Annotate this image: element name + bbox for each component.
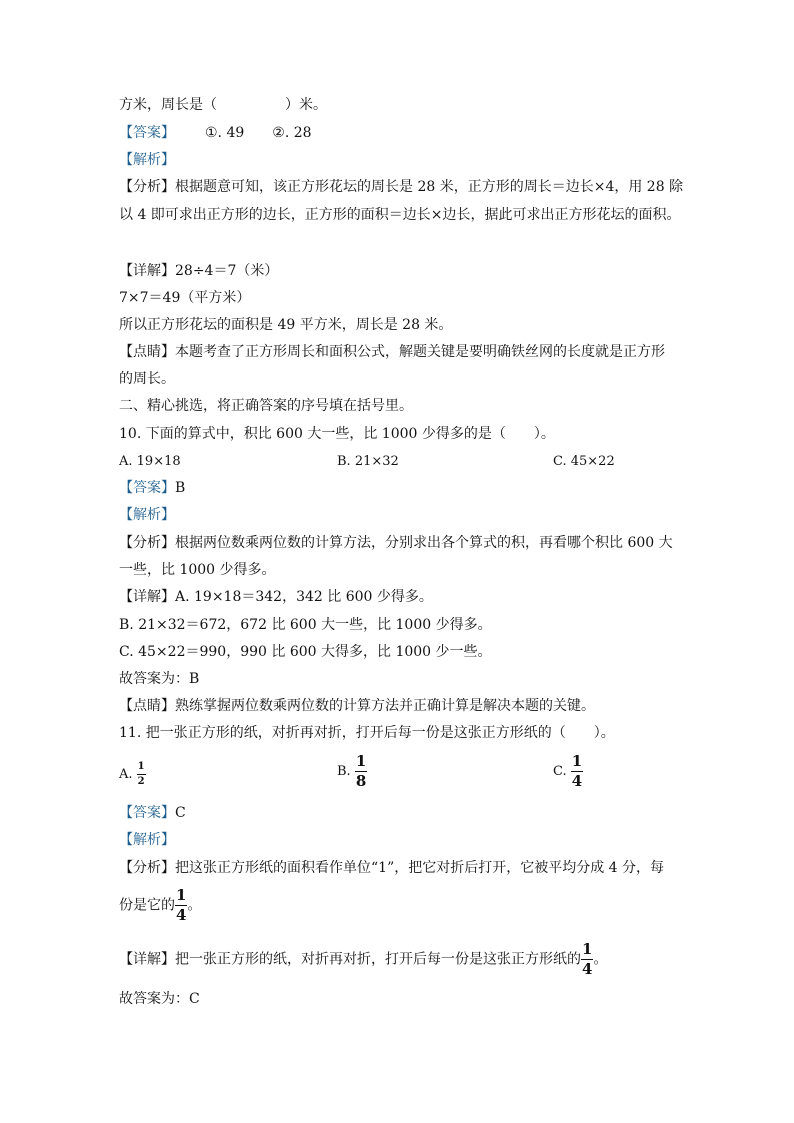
q11-xiangjie-end: 。 — [593, 951, 608, 968]
q10-dianjing-line — [119, 697, 595, 715]
q10-fenxi-line-1 — [119, 534, 673, 552]
q11-option-c — [553, 754, 583, 789]
q10-option-b: B. 21×32 — [337, 454, 399, 469]
q10-option-c: C. 45×22 — [553, 454, 615, 469]
q9-dianjing-text-2: 的周长。 — [119, 371, 175, 387]
dianjing-tag: 【点睛】 — [119, 344, 175, 360]
fraction-denominator: 4 — [571, 772, 583, 790]
q10-answer-line — [119, 479, 185, 497]
answer-tag: 【答案】 — [119, 480, 175, 496]
q10-xiangjie-line-2 — [119, 616, 492, 634]
q9-xiangjie-text-3: 所以正方形花坛的面积是 49 平方米，周长是 28 米。 — [119, 317, 453, 333]
fraction-denominator: 2 — [137, 776, 145, 787]
q9-fenxi-text-2: 以 4 即可求出正方形的边长，正方形的面积＝边长×边长，据此可求出正方形花坛的面积。 — [119, 207, 681, 223]
q10-option-a: A. 19×18 — [119, 454, 181, 469]
fraction-one-quarter — [175, 888, 187, 923]
q11-final-answer: 故答案为：C — [119, 991, 200, 1007]
q9-jiexi-line — [119, 151, 175, 169]
q9-tail-end: ）米。 — [285, 97, 327, 113]
q9-dianjing-text-1: 本题考查了正方形周长和面积公式，解题关键是要明确铁丝网的长度就是正方形 — [175, 344, 665, 360]
q9-xiangjie-text-2: 7×7＝49（平方米） — [119, 290, 251, 306]
jiexi-tag: 【解析】 — [119, 152, 175, 168]
q11-fenxi-text-1: 把这张正方形纸的面积看作单位“1”，把它对折后打开，它被平均分成 4 分，每 — [175, 860, 665, 876]
q10-jiexi-line — [119, 506, 175, 524]
q11-stem-line — [119, 724, 615, 742]
dianjing-tag: 【点睛】 — [119, 698, 175, 714]
jiexi-tag: 【解析】 — [119, 832, 175, 848]
q10-dianjing-text: 熟练掌握两位数乘两位数的计算方法并正确计算是解决本题的关键。 — [175, 698, 595, 714]
q9-dianjing-line-1 — [119, 343, 665, 361]
q9-fenxi-line-2 — [119, 206, 681, 224]
q11-xiangjie-text: 把一张正方形的纸，对折再对折，打开后每一份是这张正方形纸的 — [175, 951, 581, 968]
answer-tag: 【答案】 — [119, 805, 175, 821]
q10-answer: B — [175, 480, 186, 496]
xiangjie-tag: 【详解】 — [119, 589, 175, 605]
q11-option-c-label: C. — [553, 764, 567, 779]
q9-answer-line — [119, 124, 312, 142]
q11-option-a — [119, 762, 146, 787]
q11-answer-line — [119, 804, 186, 822]
q9-xiangjie-line-1 — [119, 262, 278, 280]
q11-xiangjie-line — [119, 942, 607, 977]
xiangjie-tag: 【详解】 — [119, 263, 175, 279]
q11-fenxi-end: 。 — [187, 897, 202, 914]
q11-option-b-label: B. — [337, 764, 351, 779]
q10-fenxi-line-2 — [119, 561, 276, 579]
section-heading — [119, 397, 413, 415]
q10-stem: 10. 下面的算式中，积比 600 大一些，比 1000 少得多的是（ ）。 — [119, 426, 555, 442]
fraction-bar — [137, 774, 146, 775]
q9-tail-line — [119, 96, 327, 114]
q10-xiangjie-line-3 — [119, 643, 492, 661]
q9-fenxi-text-1: 根据题意可知，该正方形花坛的周长是 28 米，正方形的周长＝边长×4，用 28 除 — [175, 179, 684, 195]
fraction-numerator: 1 — [176, 886, 187, 904]
xiangjie-tag: 【详解】 — [119, 951, 175, 968]
fraction-one-eighth — [355, 754, 367, 789]
fraction-numerator: 1 — [137, 761, 145, 772]
fraction-one-half — [137, 762, 146, 787]
q10-guda-line — [119, 670, 199, 688]
q11-stem: 11. 把一张正方形的纸，对折再对折，打开后每一份是这张正方形纸的（ ）。 — [119, 725, 615, 741]
q11-guda-line — [119, 990, 200, 1008]
q10-xiangjie-line-1 — [119, 588, 433, 606]
fraction-numerator: 1 — [582, 940, 593, 958]
fraction-one-quarter — [571, 754, 583, 789]
q9-answer-2: ②. 28 — [272, 125, 312, 141]
q11-fenxi-line-2 — [119, 888, 201, 923]
q11-fenxi-text-2: 份是它的 — [119, 897, 175, 914]
q9-fenxi-line-1 — [119, 178, 683, 196]
q10-xiangjie-text-3: C. 45×22＝990，990 比 600 大得多，比 1000 少一些。 — [119, 644, 492, 660]
q9-answer-1: ①. 49 — [205, 125, 245, 141]
q10-stem-line — [119, 425, 555, 443]
answer-tag: 【答案】 — [119, 125, 175, 141]
fraction-numerator: 1 — [355, 752, 367, 770]
q10-xiangjie-text-2: B. 21×32＝672，672 比 600 大一些，比 1000 少得多。 — [119, 617, 492, 633]
q10-fenxi-text-1: 根据两位数乘两位数的计算方法，分别求出各个算式的积，再看哪个积比 600 大 — [175, 535, 673, 551]
fraction-one-quarter — [581, 942, 593, 977]
fenxi-tag: 【分析】 — [119, 535, 175, 551]
q11-option-b — [337, 754, 367, 789]
q11-option-a-label: A. — [119, 767, 133, 782]
q9-tail-text: 方米，周长是（ — [119, 97, 217, 113]
q9-xiangjie-line-3 — [119, 316, 452, 334]
q11-answer: C — [175, 805, 186, 821]
q11-fenxi-line-1 — [119, 859, 664, 877]
fenxi-tag: 【分析】 — [119, 860, 175, 876]
q10-final-answer: 故答案为：B — [119, 671, 200, 687]
q10-fenxi-text-2: 一些，比 1000 少得多。 — [119, 562, 276, 578]
q9-xiangjie-text-1: 28÷4＝7（米） — [175, 263, 279, 279]
fraction-denominator: 4 — [176, 906, 187, 924]
q9-xiangjie-line-2 — [119, 289, 250, 307]
q10-xiangjie-text-1: A. 19×18＝342，342 比 600 少得多。 — [175, 589, 433, 605]
fraction-denominator: 4 — [582, 960, 593, 978]
q11-jiexi-line — [119, 831, 175, 849]
fraction-numerator: 1 — [571, 752, 583, 770]
fenxi-tag: 【分析】 — [119, 179, 175, 195]
jiexi-tag: 【解析】 — [119, 507, 175, 523]
q9-dianjing-line-2 — [119, 370, 175, 388]
section-2-title: 二、精心挑选，将正确答案的序号填在括号里。 — [119, 398, 413, 414]
fraction-denominator: 8 — [355, 772, 367, 790]
